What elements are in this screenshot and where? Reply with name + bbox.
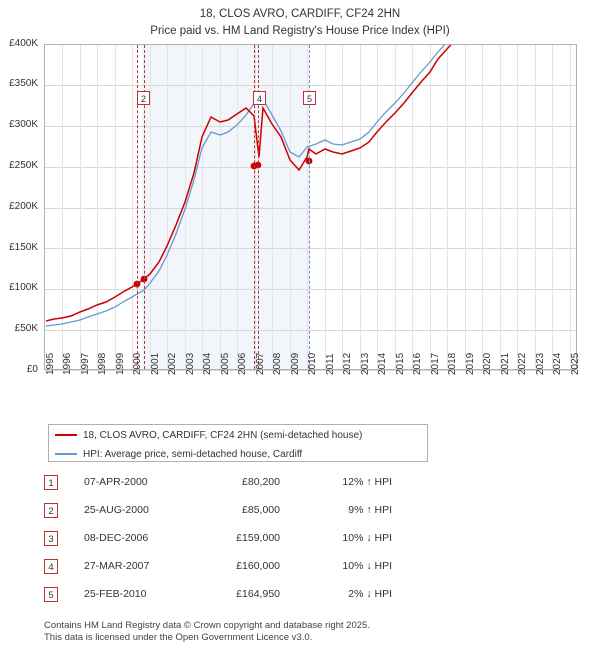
x-tick-1997: 1997 [80,352,91,375]
table-row [44,470,444,498]
x-tick-1996: 1996 [62,352,73,375]
x-tick-2010: 2010 [307,352,318,375]
x-tick-2013: 2013 [360,352,371,375]
x-tick-2018: 2018 [447,352,458,375]
legend-swatch-property [55,434,77,436]
footer-line-1: Contains HM Land Registry data © Crown copyright and database right 2025. [44,620,370,631]
transactions-table [44,470,444,610]
y-tick-150k: £150K [9,242,38,253]
y-tick-300k: £300K [9,119,38,130]
legend-label-property: 18, CLOS AVRO, CARDIFF, CF24 2HN (semi-detached house) [83,430,363,441]
x-tick-2012: 2012 [342,352,353,375]
y-tick-200k: £200K [9,201,38,212]
x-tick-2003: 2003 [185,352,196,375]
marker-box-2: 2 [137,91,150,105]
x-tick-2015: 2015 [395,352,406,375]
x-tick-2005: 2005 [220,352,231,375]
x-tick-2024: 2024 [552,352,563,375]
row-date: 25-AUG-2000 [84,504,149,516]
y-tick-350k: £350K [9,78,38,89]
row-price: £85,000 [242,504,280,516]
x-tick-2022: 2022 [517,352,528,375]
x-tick-2004: 2004 [202,352,213,375]
property-series-line [46,45,570,321]
y-tick-250k: £250K [9,160,38,171]
x-tick-2023: 2023 [535,352,546,375]
legend-item-property [55,427,427,444]
x-tick-1995: 1995 [45,352,56,375]
x-tick-2011: 2011 [325,353,336,375]
x-tick-2017: 2017 [430,352,441,375]
row-hpi-change: 9% ↑ HPI [348,504,392,516]
y-tick-0: £0 [26,364,38,375]
row-hpi-change: 10% ↓ HPI [342,560,392,572]
marker-box-5: 5 [303,91,316,105]
row-price: £80,200 [242,476,280,488]
marker-box-4: 4 [253,91,266,105]
table-row [44,582,444,610]
x-tick-1999: 1999 [115,352,126,375]
row-price: £159,000 [236,532,280,544]
row-date: 08-DEC-2006 [84,532,149,544]
title-main: 18, CLOS AVRO, CARDIFF, CF24 2HN [199,8,401,20]
y-tick-50k: £50K [14,323,38,334]
row-number: 3 [44,531,58,546]
row-date: 25-FEB-2010 [84,588,147,600]
row-date: 07-APR-2000 [84,476,148,488]
legend-swatch-hpi [55,453,77,455]
footer-line-2: This data is licensed under the Open Government Licence v3.0. [44,632,313,643]
y-tick-100k: £100K [9,282,38,293]
legend-label-hpi: HPI: Average price, semi-detached house, Cardiff [83,449,303,460]
row-number: 5 [44,587,58,602]
row-hpi-change: 12% ↑ HPI [342,476,392,488]
x-tick-2019: 2019 [465,352,476,375]
footer-attribution [44,620,370,644]
row-number: 1 [44,475,58,490]
x-tick-2014: 2014 [377,352,388,375]
row-hpi-change: 10% ↓ HPI [342,532,392,544]
table-row [44,498,444,526]
row-date: 27-MAR-2007 [84,560,150,572]
title-sub: Price paid vs. HM Land Registry's House Price Index (HPI) [150,25,450,37]
x-tick-1998: 1998 [97,352,108,375]
row-number: 4 [44,559,58,574]
legend-item-hpi [55,446,427,463]
x-tick-2021: 2021 [500,352,511,375]
row-hpi-change: 2% ↓ HPI [348,588,392,600]
x-tick-2007: 2007 [255,352,266,375]
x-tick-2001: 2001 [150,352,161,375]
x-tick-2016: 2016 [412,352,423,375]
x-tick-2020: 2020 [482,352,493,375]
x-tick-2002: 2002 [167,352,178,375]
row-price: £160,000 [236,560,280,572]
x-tick-2000: 2000 [132,352,143,375]
row-price: £164,950 [236,588,280,600]
x-tick-2009: 2009 [290,352,301,375]
y-tick-400k: £400K [9,38,38,49]
hpi-series-line [46,45,570,326]
table-row [44,554,444,582]
x-tick-2006: 2006 [237,352,248,375]
row-number: 2 [44,503,58,518]
chart-legend [48,424,428,462]
plot-area [44,44,577,370]
x-tick-2008: 2008 [272,352,283,375]
x-tick-2025: 2025 [570,352,581,375]
table-row [44,526,444,554]
